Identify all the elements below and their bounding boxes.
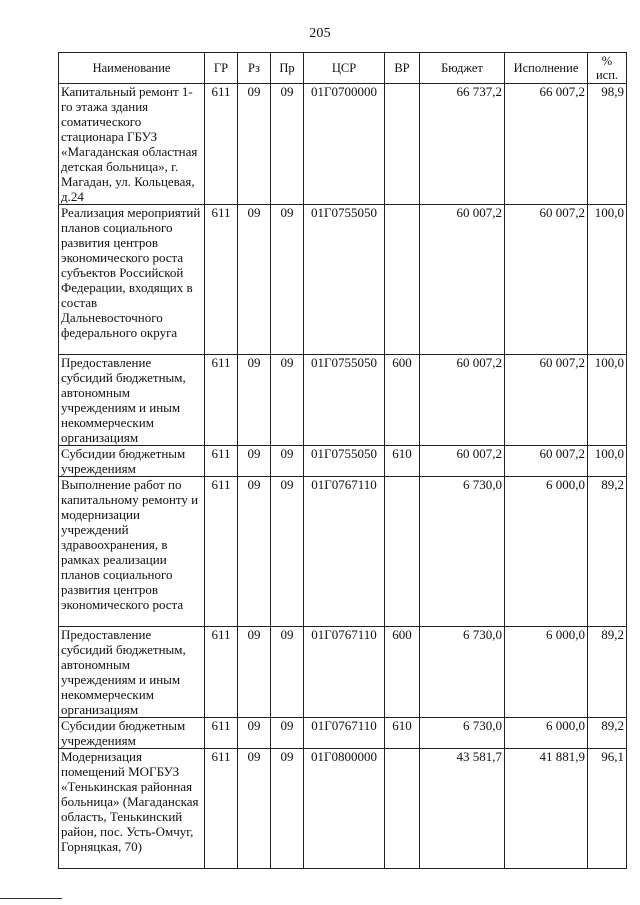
row-rz: 09: [238, 205, 271, 355]
header-percent-label: исп.: [595, 68, 619, 82]
row-percent: 100,0: [588, 355, 627, 446]
row-budget: 6 730,0: [420, 718, 505, 749]
row-vr: [385, 84, 420, 205]
row-csr: 01Г0755050: [304, 446, 385, 477]
row-percent: 98,9: [588, 84, 627, 205]
header-pr: Пр: [271, 53, 304, 84]
row-gr: 611: [205, 446, 238, 477]
row-pr: 09: [271, 205, 304, 355]
row-name: Предоставление субсидий бюджетным, автономным учреждениям и иным некоммерческим организациям: [59, 627, 205, 718]
row-gr: 611: [205, 718, 238, 749]
row-execution: 6 000,0: [505, 477, 588, 627]
row-gr: 611: [205, 205, 238, 355]
row-execution: 60 007,2: [505, 205, 588, 355]
row-execution: 6 000,0: [505, 718, 588, 749]
row-budget: 66 737,2: [420, 84, 505, 205]
row-gr: 611: [205, 477, 238, 627]
table-row: [59, 355, 627, 446]
row-percent: 96,1: [588, 749, 627, 869]
row-vr: [385, 205, 420, 355]
row-percent: 89,2: [588, 718, 627, 749]
row-percent: 100,0: [588, 446, 627, 477]
row-name: Модернизация помещений МОГБУЗ «Тенькинская районная больница» (Магаданская область, Тенькинский район, пос. Усть-Омчуг, Горняцкая, 70): [59, 749, 205, 869]
row-rz: 09: [238, 446, 271, 477]
table-row: [59, 477, 627, 627]
row-gr: 611: [205, 749, 238, 869]
row-execution: 41 881,9: [505, 749, 588, 869]
row-vr: 610: [385, 718, 420, 749]
row-vr: 600: [385, 627, 420, 718]
row-gr: 611: [205, 355, 238, 446]
header-execution: Исполнение: [505, 53, 588, 84]
row-rz: 09: [238, 84, 271, 205]
row-name: Предоставление субсидий бюджетным, автономным учреждениям и иным некоммерческим организациям: [59, 355, 205, 446]
header-percent: [588, 53, 627, 84]
row-vr: 600: [385, 355, 420, 446]
row-csr: 01Г0767110: [304, 477, 385, 627]
row-pr: 09: [271, 355, 304, 446]
row-budget: 6 730,0: [420, 627, 505, 718]
row-pr: 09: [271, 84, 304, 205]
header-vr: ВР: [385, 53, 420, 84]
row-rz: 09: [238, 627, 271, 718]
table-row: [59, 446, 627, 477]
row-csr: 01Г0767110: [304, 627, 385, 718]
row-gr: 611: [205, 627, 238, 718]
row-rz: 09: [238, 477, 271, 627]
table-row: [59, 205, 627, 355]
footer-rule: [0, 898, 62, 899]
row-pr: 09: [271, 627, 304, 718]
header-percent-symbol: %: [601, 54, 613, 68]
row-execution: 60 007,2: [505, 355, 588, 446]
row-percent: 100,0: [588, 205, 627, 355]
row-vr: [385, 749, 420, 869]
header-csr: ЦСР: [304, 53, 385, 84]
page-number: 205: [309, 26, 331, 41]
row-csr: 01Г0767110: [304, 718, 385, 749]
row-budget: 60 007,2: [420, 205, 505, 355]
row-name: Субсидии бюджетным учреждениям: [59, 446, 205, 477]
row-percent: 89,2: [588, 627, 627, 718]
row-csr: 01Г0800000: [304, 749, 385, 869]
row-csr: 01Г0755050: [304, 205, 385, 355]
table-body: [59, 84, 627, 869]
table-row: [59, 749, 627, 869]
row-rz: 09: [238, 355, 271, 446]
row-pr: 09: [271, 446, 304, 477]
row-execution: 66 007,2: [505, 84, 588, 205]
table-header-row: [59, 53, 627, 84]
row-csr: 01Г0755050: [304, 355, 385, 446]
row-csr: 01Г0700000: [304, 84, 385, 205]
table-row: [59, 84, 627, 205]
row-rz: 09: [238, 718, 271, 749]
row-vr: 610: [385, 446, 420, 477]
header-rz: Рз: [238, 53, 271, 84]
row-gr: 611: [205, 84, 238, 205]
row-name: Субсидии бюджетным учреждениям: [59, 718, 205, 749]
row-name: Выполнение работ по капитальному ремонту и модернизации учреждений здравоохранения, в рамках реализации планов социального развития центров экономического роста: [59, 477, 205, 627]
row-name: Капитальный ремонт 1-го этажа здания соматического стационара ГБУЗ «Магаданская областная детская больница», г. Магадан, ул. Кольцевая, д.24: [59, 84, 205, 205]
row-pr: 09: [271, 749, 304, 869]
budget-table: [58, 52, 627, 869]
row-percent: 89,2: [588, 477, 627, 627]
row-pr: 09: [271, 477, 304, 627]
header-budget: Бюджет: [420, 53, 505, 84]
row-execution: 6 000,0: [505, 627, 588, 718]
header-name: Наименование: [59, 53, 205, 84]
row-rz: 09: [238, 749, 271, 869]
row-budget: 6 730,0: [420, 477, 505, 627]
row-budget: 60 007,2: [420, 446, 505, 477]
row-pr: 09: [271, 718, 304, 749]
table-row: [59, 718, 627, 749]
row-execution: 60 007,2: [505, 446, 588, 477]
table-row: [59, 627, 627, 718]
header-gr: ГР: [205, 53, 238, 84]
row-name: Реализация мероприятий планов социального развития центров экономического роста субъектов Российской Федерации, входящих в состав Дальневосточного федерального округа: [59, 205, 205, 355]
row-budget: 43 581,7: [420, 749, 505, 869]
row-budget: 60 007,2: [420, 355, 505, 446]
row-vr: [385, 477, 420, 627]
